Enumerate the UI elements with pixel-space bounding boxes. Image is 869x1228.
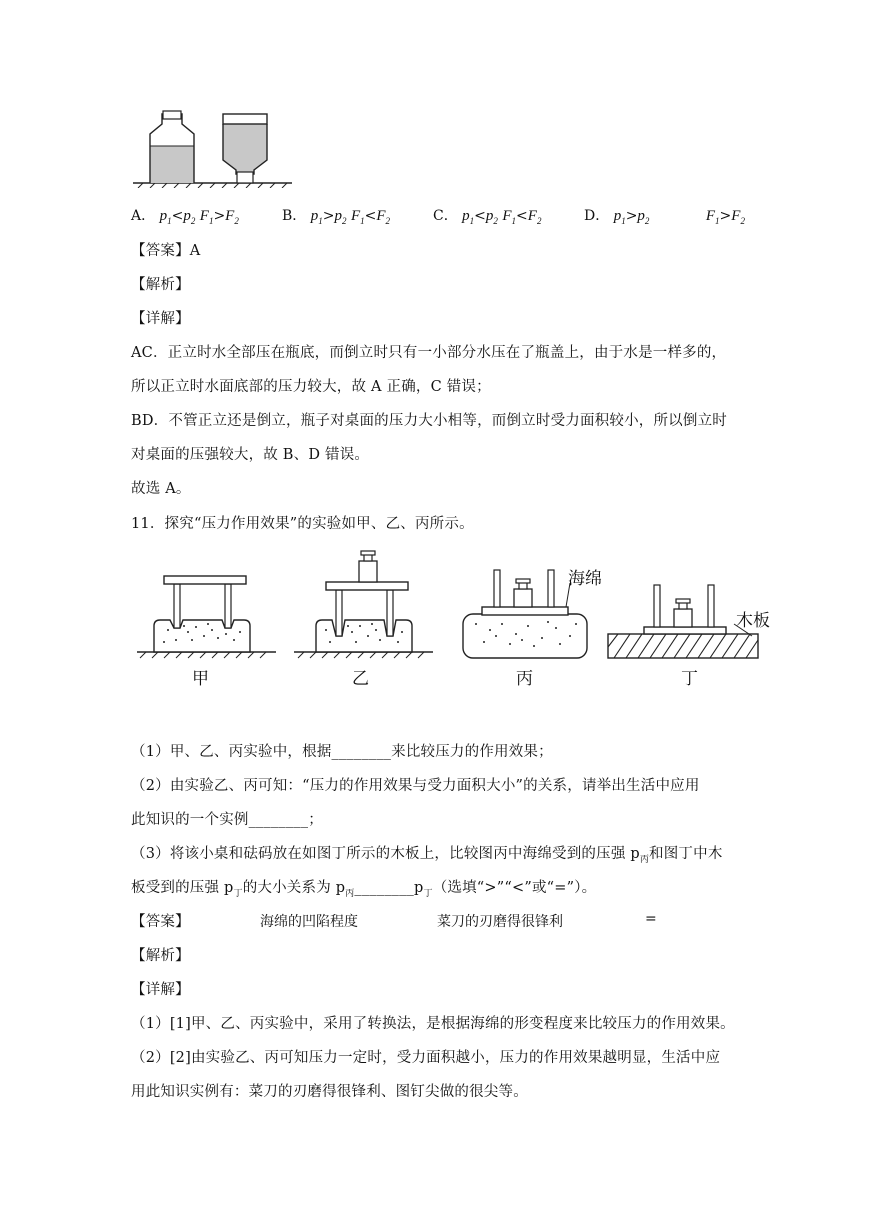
option-a-letter: A． <box>131 208 156 224</box>
q11-part3-line2 <box>131 876 596 899</box>
option-c-text: $p_1<p_2$ $F_1<F_2$ <box>462 208 542 226</box>
q10-detail-line: AC．正立时水全部压在瓶底，而倒立时只有一小部分水压在了瓶盖上，由于水是一样多的， <box>131 345 727 361</box>
option-b-letter: B． <box>282 208 307 224</box>
q11-detail-head: 【详解】 <box>131 982 190 998</box>
q11-part3-text: ________p <box>354 880 424 896</box>
option-d-text2: $F_1>F_2$ <box>705 208 745 226</box>
q11-part3-text: 和图丁中木 <box>649 846 723 862</box>
q11-part3-text: （选填“>”“<”或“=”）。 <box>432 880 597 896</box>
option-a[interactable] <box>131 205 239 226</box>
q11-part3-text: 板受到的压强 p <box>131 880 234 896</box>
option-b[interactable] <box>282 205 390 226</box>
q11-answer-3: = <box>645 911 657 927</box>
q11-detail-line: （2）[2]由实验乙、丙可知压力一定时，受力面积越小，压力的作用效果越明显，生活中应 <box>131 1050 721 1066</box>
q11-analysis-head: 【解析】 <box>131 948 190 964</box>
sponge-label: 海绵 <box>568 569 602 589</box>
q11-part3-line1 <box>131 842 723 865</box>
option-a-text: $p_1<p_2$ $F_1>F_2$ <box>159 208 239 226</box>
q10-detail-line: 所以正立时水面底部的压力较大，故 A 正确，C 错误； <box>131 379 491 395</box>
q11-title: 11．探究“压力作用效果”的实验如甲、乙、丙所示。 <box>131 516 474 532</box>
figure-label-bing: 丙 <box>516 669 533 689</box>
board-label: 木板 <box>736 611 770 631</box>
subscript: 丙 <box>345 888 355 899</box>
q10-detail-head: 【详解】 <box>131 311 190 327</box>
option-c-letter: C． <box>433 208 458 224</box>
q10-detail-line: 对桌面的压强较大，故 B、D 错误。 <box>131 447 370 463</box>
q11-detail-line: （1）[1]甲、乙、丙实验中，采用了转换法，是根据海绵的形变程度来比较压力的作用效果。 <box>131 1016 735 1032</box>
option-d[interactable] <box>584 205 745 226</box>
figure-label-yi: 乙 <box>352 669 369 689</box>
figure-label-ding: 丁 <box>681 669 698 689</box>
q11-part3-text: 的大小关系为 p <box>242 880 346 896</box>
setup-jia <box>137 576 276 658</box>
q11-part1: （1）甲、乙、丙实验中，根据________来比较压力的作用效果； <box>131 744 553 760</box>
figure-label-jia: 甲 <box>192 669 209 689</box>
subscript: 丙 <box>639 854 650 865</box>
q11-part2-line2: 此知识的一个实例________； <box>131 812 323 828</box>
option-b-text: $p_1>p_2$ $F_1<F_2$ <box>310 208 391 226</box>
option-d-letter: D． <box>584 208 610 224</box>
q11-part2-line1: （2）由实验乙、丙可知：“压力的作用效果与受力面积大小”的关系，请举出生活中应用 <box>131 778 700 794</box>
q11-answer-1: 海绵的凹陷程度 <box>260 914 358 930</box>
q10-detail-line: BD．不管正立还是倒立，瓶子对桌面的压力大小相等，而倒立时受力面积较小，所以倒立时 <box>131 413 727 429</box>
option-c[interactable] <box>433 205 541 226</box>
option-d-text: $p_1>p_2$ <box>613 208 650 226</box>
subscript: 丁 <box>423 888 433 899</box>
q10-detail-line: 故选 A。 <box>131 481 191 497</box>
subscript: 丁 <box>233 888 243 899</box>
q11-detail-line: 用此知识实例有：菜刀的刃磨得很锋利、图钉尖做的很尖等。 <box>131 1084 528 1100</box>
q11-answer-2: 菜刀的刃磨得很锋利 <box>437 914 563 930</box>
q10-analysis-head: 【解析】 <box>131 277 190 293</box>
bottle-figure <box>130 108 300 188</box>
q10-answer: 【答案】A <box>131 243 201 259</box>
q11-part3-text: （3）将该小桌和砝码放在如图丁所示的木板上，比较图丙中海绵受到的压强 p <box>131 846 640 862</box>
q11-answer-head: 【答案】 <box>131 914 190 930</box>
setup-yi <box>294 551 433 658</box>
